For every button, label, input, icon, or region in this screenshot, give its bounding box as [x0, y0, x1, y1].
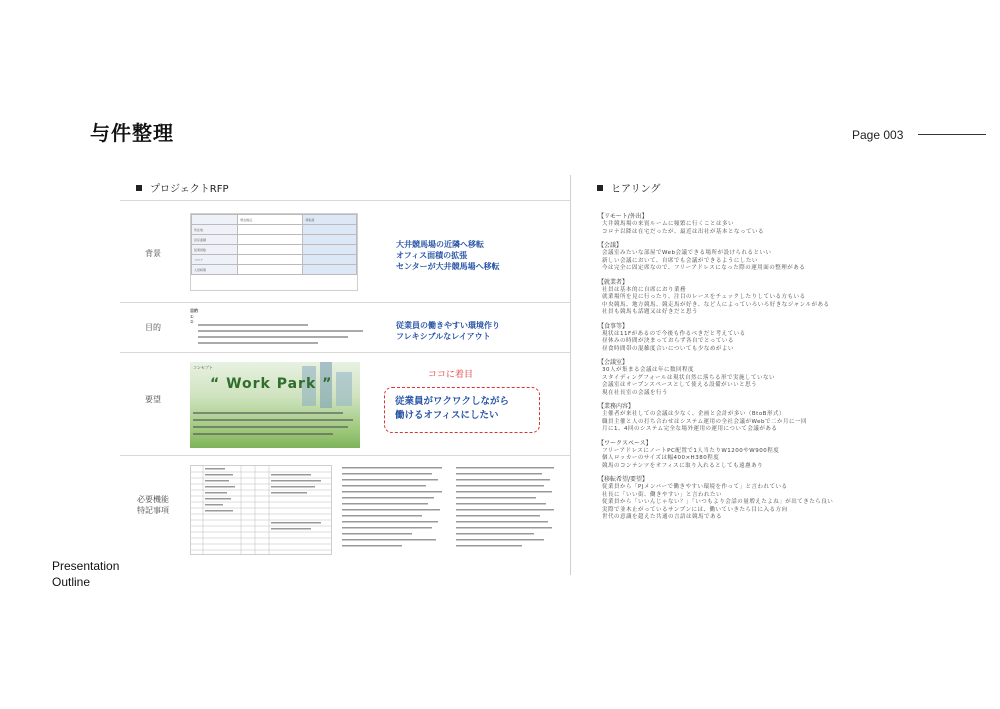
requirements-table-lines [191, 466, 332, 555]
row-label-purpose: 目的 [145, 323, 161, 332]
row-label-background: 背景 [145, 249, 161, 258]
focus-callout: 従業員がワクワクしながら 働けるオフィスにしたい [384, 387, 540, 433]
hearing-section-head [597, 180, 660, 195]
row-divider [120, 352, 570, 353]
rfp-section-head [136, 180, 229, 195]
hearing-section: 【食事等】 現状は11Fがあるので今後も作るべきだと考えている 昼休みの時間が決まっておらず各自でとっている 昼食時間帯の混雑度合いについても少なめがよい [598, 322, 746, 352]
square-bullet-icon [597, 185, 603, 191]
hearing-notes [598, 213, 888, 528]
rfp-table-thumbnail [190, 213, 358, 291]
column-divider [570, 175, 571, 575]
page-number-rule [918, 134, 986, 135]
row-divider [120, 200, 570, 201]
square-bullet-icon [136, 185, 142, 191]
rfp-table: 現在拠点 移転後 所在地 延床面積 従業員数 フロア 入居時期 [191, 214, 357, 275]
concept-label: コンセプト [193, 365, 213, 370]
hearing-section: 【移転希望/要望】 従業員から「PJメンバーで働きやすい環境を作って」と言われている 社長に「いい街、働きやすい」と言われたい 従業員から「いいんじゃない？」「いつもより会話の量増えたよね」が出てきたら良い 実際で並木止がっているサンプンには、働いていきたら目に入る方向 世代の意識を超えた共通の言語は競馬である [598, 476, 834, 520]
page-number: Page 003 [852, 128, 904, 142]
concept-title: “ Work Park ” [210, 376, 333, 392]
purpose-thumbnail: 目的 ① ② [190, 308, 370, 348]
row-divider [120, 302, 570, 303]
purpose-text-lines [198, 324, 373, 346]
hearing-section: 【就業者】 社員は基本的に自席におり業務 就業場所を見に行ったり、注目のレースをチェックしたりしている方もいる 中央競馬、地方競馬、競走馬が好き、など人によっていろいろ好きなジャンルがある 社員も競馬も話題又は好きだと思う [598, 278, 830, 315]
concept-image [190, 362, 360, 448]
requirements-notes-2 [456, 465, 560, 553]
presentation-outline-caption: Presentation Outline [52, 559, 120, 589]
hearing-section-title: ヒアリング [611, 184, 661, 195]
purpose-summary: 従業員の働きやすい環境作り フレキシブルなレイアウト [396, 321, 500, 341]
background-summary: 大井競馬場の近隣へ移転 オフィス面積の拡張 センターが大井競馬場へ移転 [396, 240, 500, 271]
row-label-request: 要望 [145, 395, 161, 404]
row-label-requirements: 必要機能 特記事項 [137, 495, 169, 515]
hearing-section: 【業務内容】 主催者が来社しての会議は少なく、企画と会計が多い（BtoB形式） 職員主催と人の打ち合わせはシステム運用の全社会議がWebで二か月に一回 月に1、4回のシステム完全な場外運用の運用について会議がある [598, 403, 807, 432]
requirements-table-thumbnail [190, 465, 332, 555]
rfp-section-title: プロジェクトRFP [150, 184, 229, 195]
page-title: 与件整理 [90, 121, 174, 145]
hearing-section: 【会議】 会議室みたいな部屋でWeb会議できる場所が設けられるといい 新しい会議において、自席でも会議ができるようにしたい 今は完全に固定席なので、フリーアドレスになった際の運用面の整理がある [598, 242, 806, 271]
focus-label: ココに着目 [428, 370, 474, 380]
row-divider [120, 455, 570, 456]
hearing-section: 【リモート/外出】 大井競馬場の来賓ルームに頻繁に行くことは多い コロナ以降は在宅だったが、最近は出社が基本となっている [598, 213, 765, 235]
requirements-notes-1 [342, 465, 452, 553]
concept-text-lines [193, 412, 357, 442]
hearing-section: 【会議室】 30人が集まる会議は年に数回程度 スタイディングフォールは現状自然に落ちる形で実施していない 会議室はオープンスペースとして使える設備がいいと思う 現在社長室の会議を行う [598, 359, 775, 396]
hearing-section: 【ワークスペース】 フリーアドレスにノートPC配置で1人当たりW1200やW900程度 個人ロッカーのサイズは幅400×H380程度 競馬のコンテンツをオフィスに取り入れるとしても遠慮あり [598, 439, 780, 469]
